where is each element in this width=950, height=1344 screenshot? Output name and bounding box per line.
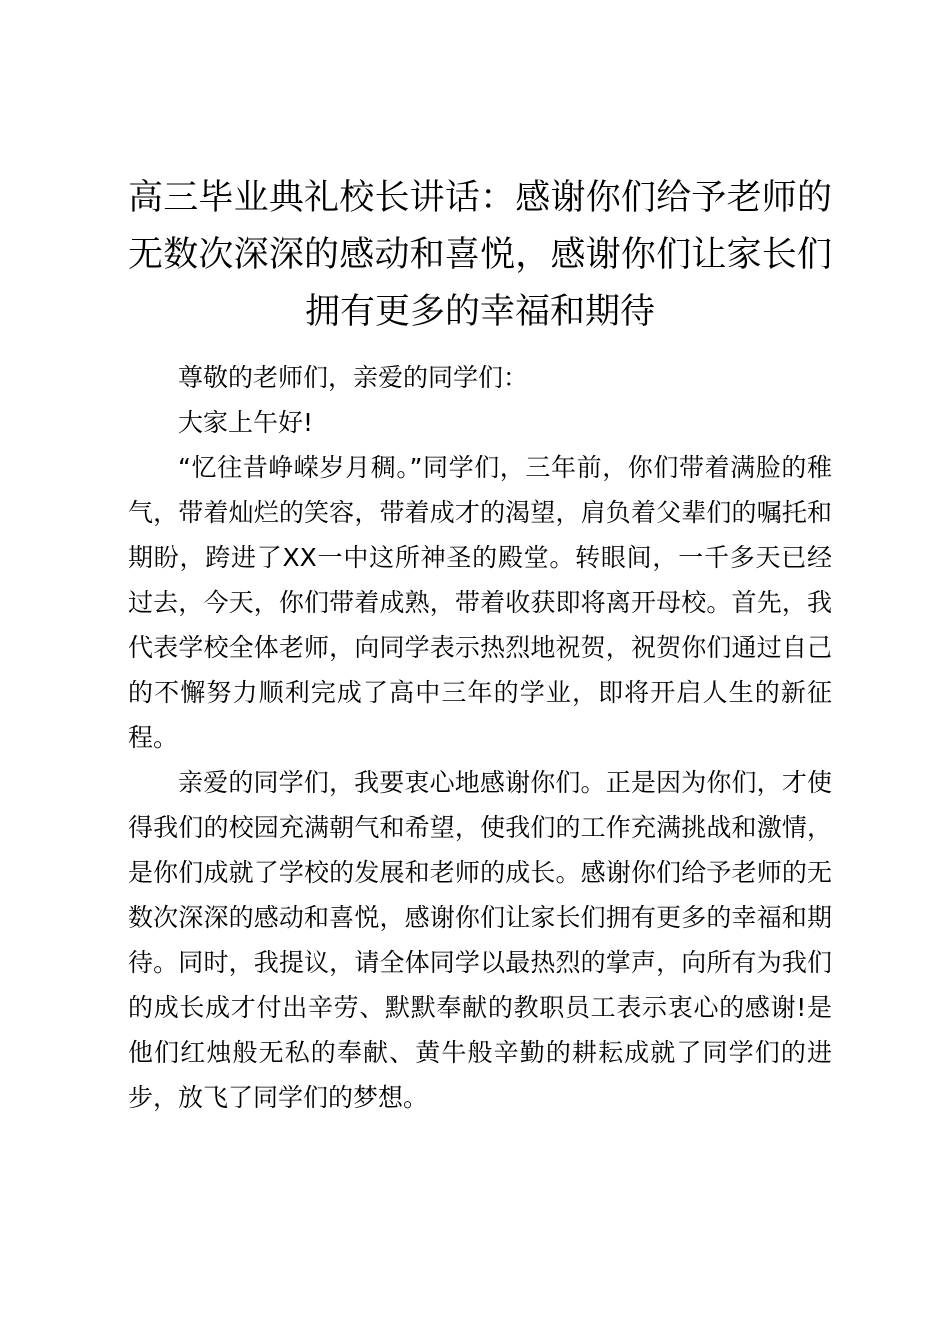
document-page (128, 170, 832, 1120)
paragraph-recollection: “忆往昔峥嵘岁月稠。”同学们，三年前，你们带着满脸的稚气，带着灿烂的笑容，带着成才的渴望，肩负着父辈们的嘱托和期盼，跨进了XX一中这所神圣的殿堂。转眼间，一千多天已经过去，今天，你们带着成熟，带着收获即将离开母校。首先，我代表学校全体老师，向同学表示热烈地祝贺，祝贺你们通过自己的不懈努力顺利完成了高中三年的学业，即将开启人生的新征程。 (128, 453, 832, 752)
paragraph-gratitude: 亲爱的同学们，我要衷心地感谢你们。正是因为你们，才使得我们的校园充满朝气和希望，使我们的工作充满挑战和激情，是你们成就了学校的发展和老师的成长。感谢你们给予老师的无数次深深的感动和喜悦，感谢你们让家长们拥有更多的幸福和期待。同时，我提议，请全体同学以最热烈的掌声，向所有为我们的成长成才付出辛劳、默默奉献的教职员工表示衷心的感谢!是他们红烛般无私的奉献、黄牛般辛勤的耕耘成就了同学们的进步，放飞了同学们的梦想。 (128, 768, 832, 1112)
document-title: 高三毕业典礼校长讲话：感谢你们给予老师的无数次深深的感动和喜悦，感谢你们让家长们拥有更多的幸福和期待 (128, 178, 832, 332)
greeting: 大家上午好! (178, 408, 314, 437)
salutation: 尊敬的老师们，亲爱的同学们： (178, 363, 529, 392)
document-body (128, 355, 832, 1120)
